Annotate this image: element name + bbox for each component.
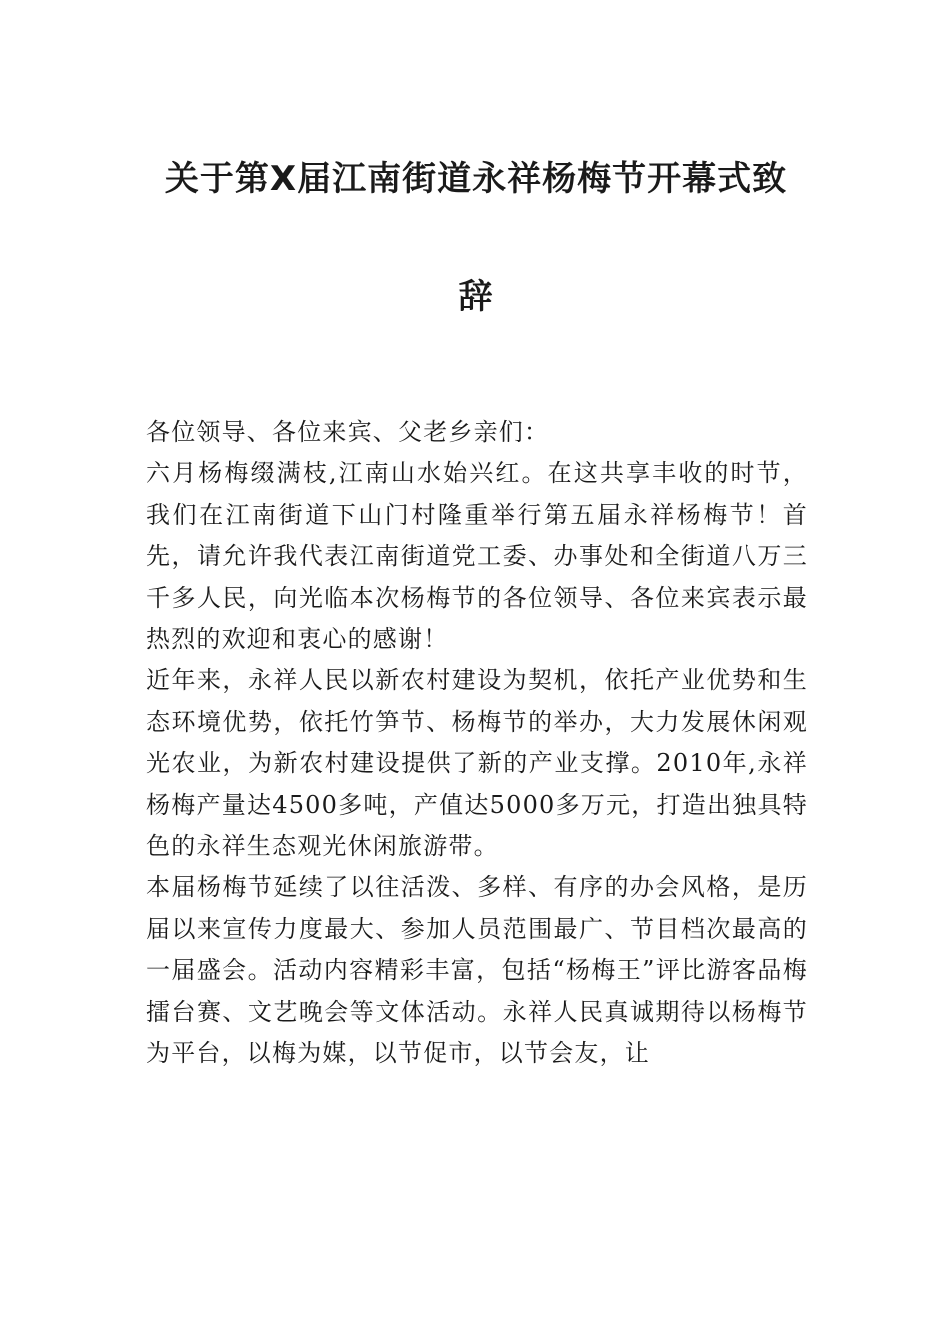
document-title-line-2: 辞 <box>458 277 494 317</box>
body-paragraph-3: 本届杨梅节延续了以往活泼、多样、有序的办会风格，是历届以来宣传力度最大、参加人员范围最广、节目档次最高的一届盛会。活动内容精彩丰富，包括“杨梅王”评比游客品梅擂台赛、文艺晚会等文体活动。永祥人民真诚期待以杨梅节为平台，以梅为媒，以节促市，以节会友，让 <box>146 873 808 1068</box>
body-paragraph-1: 六月杨梅缀满枝,江南山水始兴红。在这共享丰收的时节，我们在江南街道下山门村隆重举行第五届永祥杨梅节！首先，请允许我代表江南街道党工委、办事处和全街道八万三千多人民，向光临本次杨梅节的各位领导、各位来宾表示最热烈的欢迎和衷心的感谢！ <box>146 459 808 654</box>
salutation-paragraph: 各位领导、各位来宾、父老乡亲们： <box>146 418 550 446</box>
document-body <box>146 412 808 1075</box>
document-title-line-1: 关于第X届江南街道永祥杨梅节开幕式致 <box>164 159 788 199</box>
body-paragraph-2: 近年来，永祥人民以新农村建设为契机，依托产业优势和生态环境优势，依托竹笋节、杨梅节的举办，大力发展休闲观光农业，为新农村建设提供了新的产业支撑。2010年,永祥杨梅产量达4500多吨，产值达5000多万元，打造出独具特色的永祥生态观光休闲旅游带。 <box>146 666 808 861</box>
